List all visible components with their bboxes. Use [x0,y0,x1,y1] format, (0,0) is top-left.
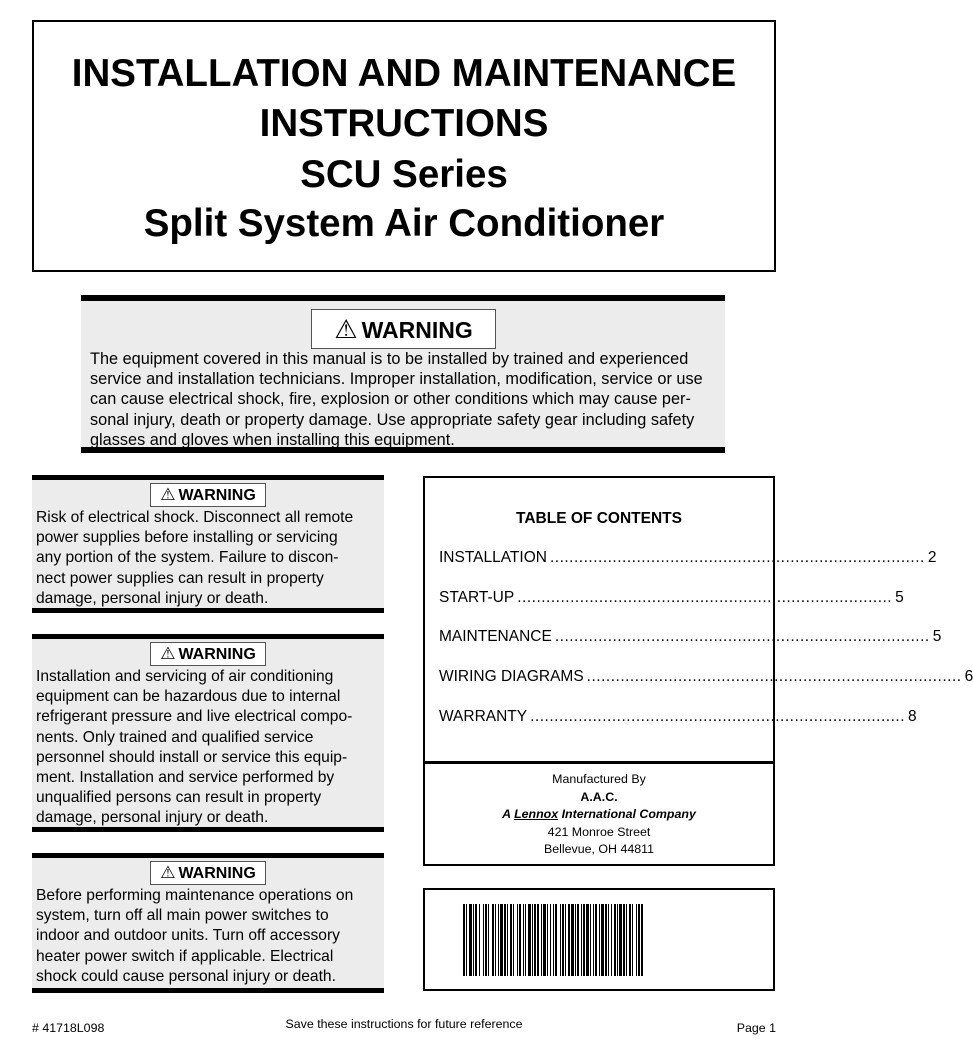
title-product: Split System Air Conditioner [143,202,665,245]
warning-label [150,642,266,666]
page-number: Page 1 [736,1021,776,1035]
warning-triangle-icon: ⚠ [334,314,358,344]
parent-company [425,806,773,824]
toc-leader-dots: .............................................................................. [530,708,906,725]
title-line-1: INSTALLATION AND MAINTENANCE [71,52,737,95]
manufacturer-street: 421 Monroe Street [547,824,651,839]
warning-triangle-icon: ⚠ [160,485,176,504]
barcode-box [423,888,775,991]
warning-line: indoor and outdoor units. Turn off accessory [36,927,340,945]
toc-item-installation[interactable] [439,548,937,568]
warning-text [36,508,382,609]
main-warning-line: sonal injury, death or property damage. Use appropriate safety gear including safety [90,410,695,429]
document-code: # 41718L098 [32,1021,105,1035]
warning-label-text: WARNING [178,646,256,663]
warning-triangle-icon: ⚠ [160,863,176,882]
warning-line: personnel should install or service this equip- [36,748,348,766]
toc-item-page: 6 [964,668,973,685]
main-warning-label [311,309,496,349]
toc-item-label: WARRANTY [439,708,528,725]
toc-item-page: 8 [908,708,917,725]
warning-label-text: WARNING [178,487,256,504]
toc-leader-dots: .............................................................................. [554,628,930,645]
main-warning-line: The equipment covered in this manual is to be installed by trained and experienced [90,350,689,368]
main-warning-line: glasses and gloves when installing this equipment. [90,430,455,449]
toc-title: TABLE OF CONTENTS [516,510,682,527]
warning-line: power supplies before installing or servicing [36,529,338,547]
warning-label [150,483,266,507]
toc-leader-dots: .............................................................................. [586,668,962,685]
main-warning-label-text: WARNING [361,317,473,343]
toc-item-page: 5 [932,628,942,645]
warning-line: heater power switch if applicable. Electrical [36,947,334,965]
warning-line: refrigerant pressure and live electrical compo- [36,708,353,726]
warning-line: damage, personal injury or death. [36,809,269,827]
warning-line: ment. Installation and service performed by [36,769,335,787]
manufacturer-box [423,762,775,866]
save-instructions-note: Save these instructions for future reference [285,1017,523,1031]
warning-line: equipment can be hazardous due to internal [36,688,341,706]
company-prefix: A [502,807,515,821]
warning-line: Risk of electrical shock. Disconnect all remote [36,509,354,526]
title-line-2: INSTRUCTIONS [259,102,549,145]
warning-line: any portion of the system. Failure to discon- [36,549,339,567]
manufacturer-city: Bellevue, OH 44811 [544,842,654,856]
toc-item-warranty[interactable] [439,707,917,727]
warning-text [36,667,382,829]
warning-text [36,886,382,987]
warning-line: unqualified persons can result in property [36,789,322,807]
warning-label [150,861,266,885]
main-warning-box [81,295,725,453]
toc-leader-dots: .............................................................................. [517,589,893,606]
toc-item-page: 5 [895,589,904,606]
toc-item-page: 2 [927,549,937,566]
main-warning-line: can cause electrical shock, fire, explosion or other conditions which may cause per- [90,390,691,409]
toc-item-label: START-UP [439,589,515,606]
main-warning-text [90,349,722,450]
warning-line: Installation and servicing of air conditioning [36,668,334,685]
toc-item-start-up[interactable] [439,588,904,608]
maintenance-power-warning-box [32,853,384,993]
refrigerant-pressure-warning-box [32,634,384,832]
toc-item-label: WIRING DIAGRAMS [439,668,584,685]
manufactured-by-label: Manufactured By [552,772,646,786]
electrical-shock-warning-box [32,475,384,613]
warning-triangle-icon: ⚠ [160,644,176,663]
toc-item-label: MAINTENANCE [439,628,552,645]
warning-line: shock could cause personal injury or death. [36,967,336,985]
barcode-icon [463,904,735,976]
toc-leader-dots: .............................................................................. [549,549,925,566]
toc-item-wiring-diagrams[interactable] [439,667,973,687]
warning-line: system, turn off all main power switches to [36,907,329,925]
company-brand: Lennox [514,807,559,821]
document-title-box [32,20,776,272]
warning-line: nents. Only trained and qualified service [36,728,314,746]
company-suffix: International Company [558,807,696,821]
toc-item-maintenance[interactable] [439,627,942,647]
warning-line: Before performing maintenance operations on [36,887,354,904]
warning-line: nect power supplies can result in property [36,569,324,587]
manufacturer-name: A.A.C. [580,789,618,804]
warning-label-text: WARNING [178,865,256,882]
main-warning-line: service and installation technicians. Improper installation, modification, service or use [90,370,703,389]
warning-line: damage, personal injury or death. [36,589,269,607]
title-series: SCU Series [300,153,508,196]
table-of-contents [423,476,973,763]
toc-item-label: INSTALLATION [439,549,547,566]
